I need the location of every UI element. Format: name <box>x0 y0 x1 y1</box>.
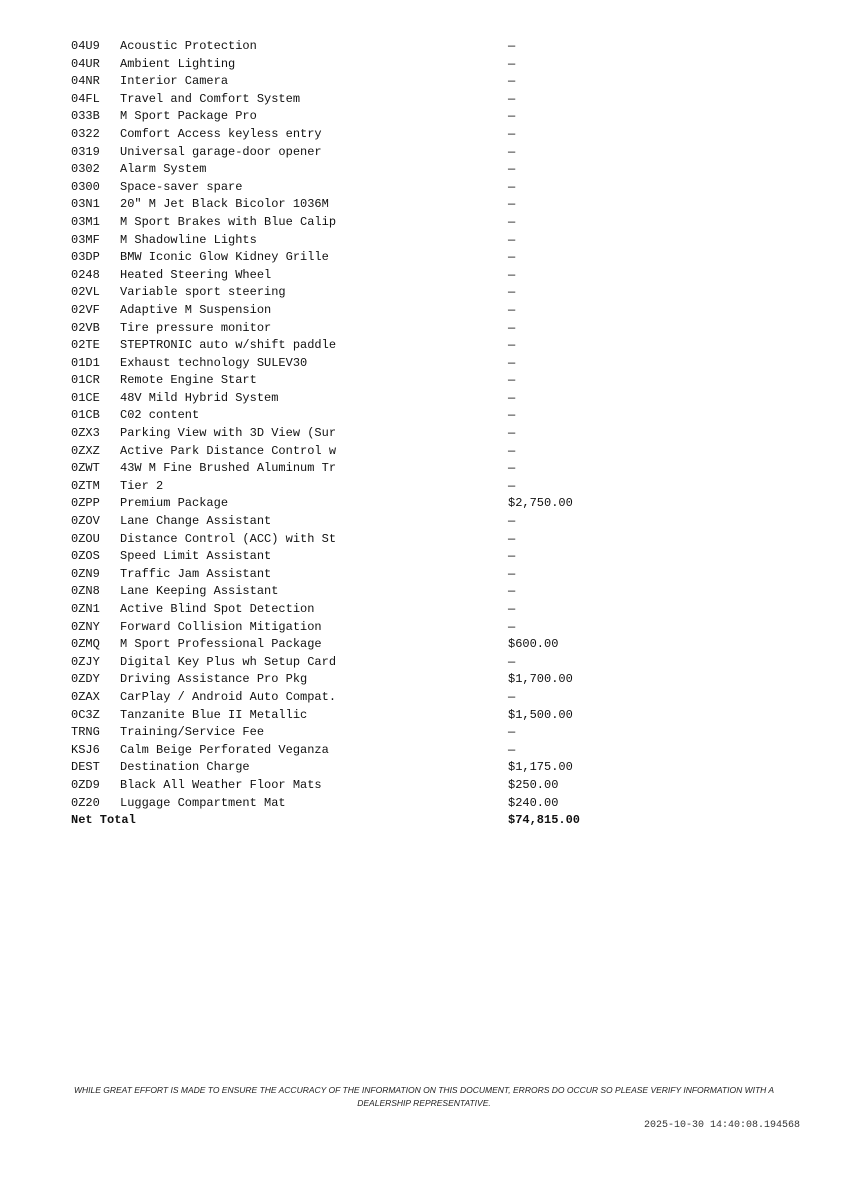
option-price: — <box>508 144 516 159</box>
option-row <box>71 671 611 689</box>
option-code: 04U9 <box>71 39 100 53</box>
option-description: Acoustic Protection <box>120 39 257 53</box>
option-row <box>71 214 611 232</box>
option-description: Lane Keeping Assistant <box>120 584 279 599</box>
option-description: 43W M Fine Brushed Aluminum Tr <box>120 461 337 476</box>
net-total-label: Net Total <box>71 813 136 828</box>
option-row <box>71 619 611 637</box>
option-code: 0319 <box>71 144 100 159</box>
option-code: 0ZD9 <box>71 777 100 792</box>
option-description: 48V Mild Hybrid System <box>120 390 279 405</box>
option-row <box>71 302 611 320</box>
option-description: Lane Change Assistant <box>120 514 272 529</box>
option-row <box>71 636 611 654</box>
option-description: Active Blind Spot Detection <box>120 602 315 616</box>
option-code: 0ZXZ <box>71 443 100 458</box>
option-description: Luggage Compartment Mat <box>120 795 286 810</box>
option-code: 0ZX3 <box>71 426 100 441</box>
option-price: — <box>508 162 516 177</box>
option-row <box>71 443 611 461</box>
option-code: 02TE <box>71 338 100 353</box>
option-code: DEST <box>71 760 100 775</box>
option-code: 0ZJY <box>71 654 100 669</box>
option-description: Tier 2 <box>120 478 164 493</box>
option-price: — <box>508 373 516 388</box>
option-code: 02VL <box>71 285 100 300</box>
option-code: 0ZMQ <box>71 637 100 652</box>
option-code: 03M1 <box>71 214 100 229</box>
option-row <box>71 161 611 179</box>
option-code: 03DP <box>71 250 100 265</box>
option-description: STEPTRONIC auto w/shift paddle <box>120 338 337 353</box>
option-description: CarPlay / Android Auto Compat. <box>120 689 337 704</box>
option-price: — <box>508 689 516 704</box>
option-code: 0ZPP <box>71 496 100 511</box>
option-price: — <box>508 109 516 124</box>
print-timestamp: 2025-10-30 14:40:08.194568 <box>643 1120 800 1131</box>
option-code: 0ZN1 <box>71 602 100 616</box>
option-price: — <box>508 566 516 581</box>
option-price: — <box>508 390 516 405</box>
option-description: M Shadowline Lights <box>120 232 257 247</box>
net-total-value: $74,815.00 <box>508 813 581 828</box>
option-row <box>71 654 611 672</box>
option-row <box>71 742 611 760</box>
option-price: — <box>508 408 516 423</box>
option-description: BMW Iconic Glow Kidney Grille <box>120 250 329 265</box>
option-code: 0ZWT <box>71 461 100 476</box>
option-code: 01CR <box>71 373 100 388</box>
option-row <box>71 460 611 478</box>
disclaimer-text: WHILE GREAT EFFORT IS MADE TO ENSURE THE ACCURACY OF THE INFORMATION ON THIS DOCUMENT, ERRORS DO OCCUR SO PLEASE VERIFY INFORMATION WITH A DEALERSHIP REPRESENTATIVE. <box>73 1085 775 1108</box>
option-price: — <box>508 461 516 476</box>
option-row <box>71 232 611 250</box>
option-price: — <box>508 355 516 370</box>
option-code: 0ZAX <box>71 689 100 704</box>
option-description: Active Park Distance Control w <box>120 443 337 458</box>
option-row <box>71 531 611 549</box>
option-price: — <box>508 619 516 634</box>
option-row <box>71 495 611 513</box>
option-description: Speed Limit Assistant <box>120 549 272 564</box>
option-description: Black All Weather Floor Mats <box>120 777 322 792</box>
option-price: — <box>508 338 516 353</box>
option-code: 0C3Z <box>71 707 100 722</box>
option-code: 0ZDY <box>71 672 100 687</box>
option-price: — <box>508 584 516 599</box>
option-code: TRNG <box>71 725 100 740</box>
option-row <box>71 249 611 267</box>
option-price: — <box>508 285 516 300</box>
option-row <box>71 372 611 390</box>
option-code: 0300 <box>71 179 100 194</box>
option-row <box>71 689 611 707</box>
option-row <box>71 707 611 725</box>
option-code: 0ZOU <box>71 531 100 546</box>
option-price: $1,175.00 <box>508 760 573 775</box>
option-description: 20" M Jet Black Bicolor 1036M <box>120 197 329 212</box>
option-description: C02 content <box>120 408 200 423</box>
option-row <box>71 478 611 496</box>
option-code: 03MF <box>71 232 100 247</box>
option-description: Heated Steering Wheel <box>120 267 272 282</box>
option-code: 0ZNY <box>71 619 100 634</box>
option-code: 04FL <box>71 91 100 106</box>
option-row <box>71 601 611 619</box>
option-price: — <box>508 549 516 564</box>
option-price: — <box>508 267 516 282</box>
option-description: Forward Collision Mitigation <box>120 619 322 634</box>
option-description: Digital Key Plus wh Setup Card <box>120 654 337 669</box>
option-price: — <box>508 214 516 229</box>
option-price: — <box>508 654 516 669</box>
option-code: 03N1 <box>71 197 100 212</box>
option-description: Traffic Jam Assistant <box>120 566 272 581</box>
option-description: Universal garage-door opener <box>120 144 322 159</box>
option-price: — <box>508 426 516 441</box>
option-price: — <box>508 56 516 71</box>
option-row <box>71 38 611 56</box>
option-code: 0ZTM <box>71 478 100 493</box>
option-description: Calm Beige Perforated Veganza <box>120 742 329 757</box>
option-description: M Sport Package Pro <box>120 109 257 124</box>
option-code: 01CE <box>71 390 100 405</box>
option-row <box>71 407 611 425</box>
option-code: 033B <box>71 109 100 124</box>
option-row <box>71 144 611 162</box>
option-row <box>71 513 611 531</box>
option-description: Tire pressure monitor <box>120 320 272 335</box>
option-price: — <box>508 232 516 247</box>
option-code: 0322 <box>71 126 100 141</box>
option-price: — <box>508 531 516 546</box>
option-price: — <box>508 197 516 212</box>
option-price: — <box>508 478 516 493</box>
option-code: 0ZN8 <box>71 584 100 599</box>
option-price: $1,500.00 <box>508 707 573 722</box>
option-description: Tanzanite Blue II Metallic <box>120 707 308 722</box>
option-price: — <box>508 725 516 740</box>
option-price: — <box>508 320 516 335</box>
option-description: Premium Package <box>120 496 229 511</box>
option-row <box>71 795 611 813</box>
option-price: $600.00 <box>508 637 559 652</box>
option-row <box>71 337 611 355</box>
option-row <box>71 267 611 285</box>
option-row <box>71 724 611 742</box>
option-code: 02VF <box>71 302 100 317</box>
option-code: 04UR <box>71 56 100 71</box>
option-row <box>71 179 611 197</box>
option-price: — <box>508 514 516 529</box>
net-total-row <box>71 812 611 830</box>
option-row <box>71 73 611 91</box>
option-code: 0ZOV <box>71 514 100 529</box>
option-price: — <box>508 443 516 458</box>
option-description: Variable sport steering <box>120 285 286 300</box>
option-row <box>71 284 611 302</box>
option-row <box>71 777 611 795</box>
option-price: — <box>508 91 516 106</box>
option-description: Parking View with 3D View (Sur <box>120 426 337 441</box>
option-row <box>71 320 611 338</box>
option-price: $250.00 <box>508 777 559 792</box>
option-row <box>71 566 611 584</box>
option-code: 04NR <box>71 74 100 89</box>
option-description: Remote Engine Start <box>120 373 257 388</box>
option-price: — <box>508 602 516 616</box>
option-price: $240.00 <box>508 795 559 810</box>
option-row <box>71 126 611 144</box>
option-code: 02VB <box>71 320 100 335</box>
option-description: M Sport Brakes with Blue Calip <box>120 214 337 229</box>
option-row <box>71 56 611 74</box>
option-description: Exhaust technology SULEV30 <box>120 355 308 370</box>
option-code: 0248 <box>71 267 100 282</box>
option-price: — <box>508 126 516 141</box>
option-description: Training/Service Fee <box>120 725 265 740</box>
option-row <box>71 583 611 601</box>
option-price: — <box>508 39 516 53</box>
option-code: 0ZN9 <box>71 566 100 581</box>
option-description: Distance Control (ACC) with St <box>120 531 337 546</box>
options-price-list <box>71 38 611 830</box>
option-description: Interior Camera <box>120 74 229 89</box>
option-description: Space-saver spare <box>120 179 243 194</box>
option-description: Travel and Comfort System <box>120 91 301 106</box>
option-price: $1,700.00 <box>508 672 573 687</box>
option-code: 01CB <box>71 408 100 423</box>
option-description: M Sport Professional Package <box>120 637 322 652</box>
option-code: 0Z20 <box>71 795 100 810</box>
option-row <box>71 108 611 126</box>
option-price: — <box>508 179 516 194</box>
option-row <box>71 91 611 109</box>
option-description: Comfort Access keyless entry <box>120 126 322 141</box>
option-description: Driving Assistance Pro Pkg <box>120 672 308 687</box>
option-code: 0302 <box>71 162 100 177</box>
option-price: $2,750.00 <box>508 496 573 511</box>
option-row <box>71 196 611 214</box>
option-description: Destination Charge <box>120 760 250 775</box>
option-row <box>71 425 611 443</box>
option-row <box>71 548 611 566</box>
option-row <box>71 390 611 408</box>
option-price: — <box>508 250 516 265</box>
option-description: Adaptive M Suspension <box>120 302 272 317</box>
option-row <box>71 759 611 777</box>
option-row <box>71 355 611 373</box>
option-price: — <box>508 302 516 317</box>
option-code: 0ZOS <box>71 549 100 564</box>
option-price: — <box>508 742 516 757</box>
option-description: Alarm System <box>120 162 207 177</box>
option-description: Ambient Lighting <box>120 56 236 71</box>
option-code: KSJ6 <box>71 742 100 757</box>
option-price: — <box>508 74 516 89</box>
option-code: 01D1 <box>71 355 100 370</box>
